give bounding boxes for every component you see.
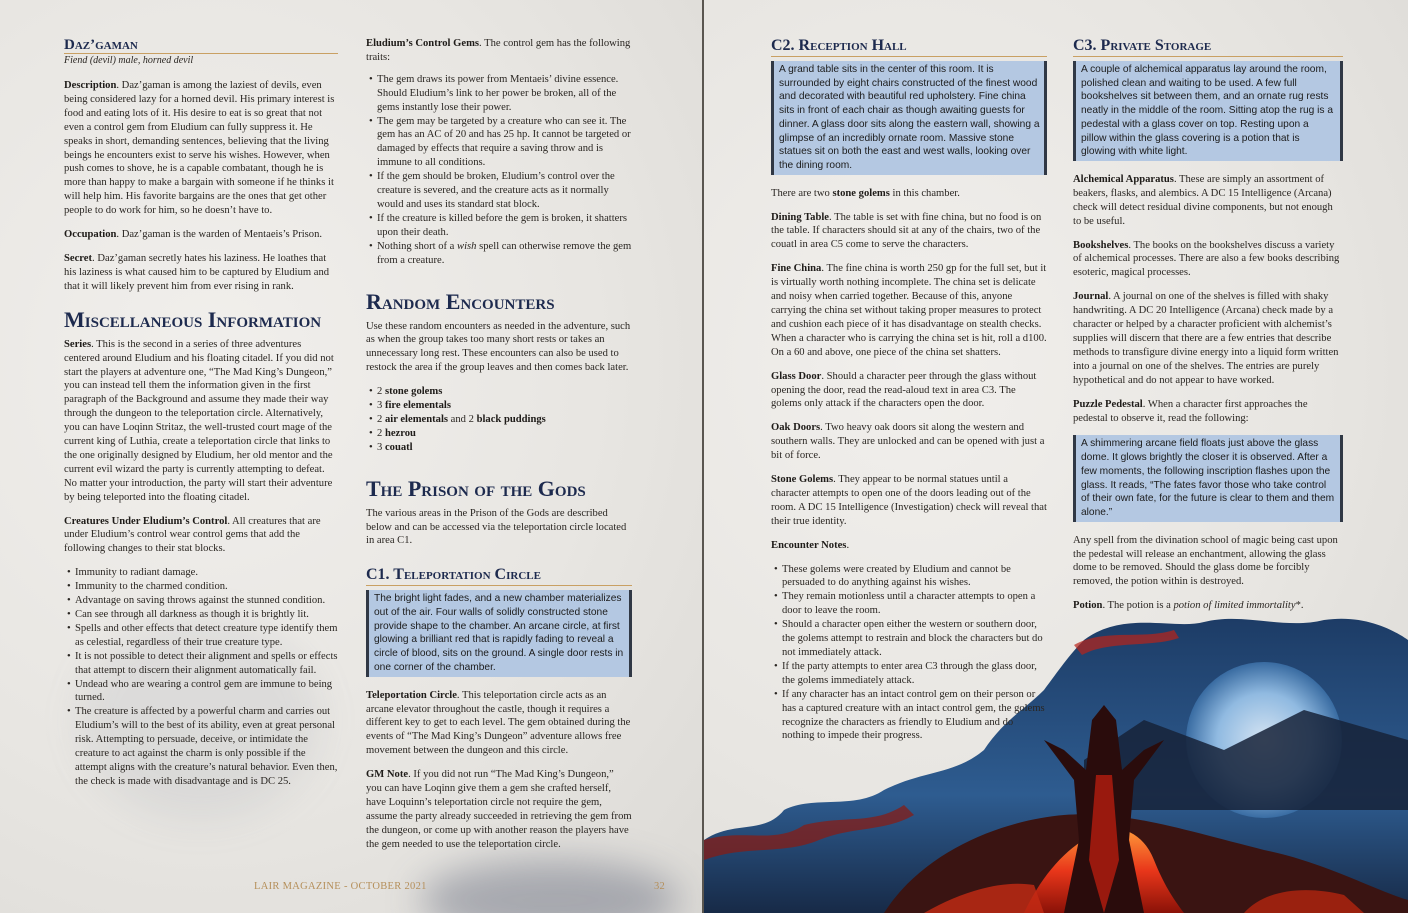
c3-puzzle-pedestal: Puzzle Pedestal. When a character first approaches the pedestal to observe it, read the following: <box>1073 398 1308 424</box>
teleportation-circle-paragraph: Teleportation Circle. This teleportation circle acts as an arcane elevator throughout the castle, though it requires a different key to get to each level. The gem obtained during the events of “The Mad King’s Dungeon” adventure allows free movement between the dungeon and this circle. <box>366 689 631 757</box>
c3-potion: Potion. The potion is a potion of limited immortality*. <box>1073 600 1304 612</box>
misc-heading: Miscellaneous Information <box>64 306 322 332</box>
list-item: • If the gem should be broken, Eludium’s control over the creature is severed, and the creature acts as it normally would and uses its standard stat block. <box>366 170 632 212</box>
list-item: • Spells and other effects that detect creature type identify them as celestial, regardless of their true creature type. <box>64 622 338 650</box>
c3-after-text: Any spell from the divination school of magic being cast upon the pedestal will release an enchantment, allowing the glass dome to be removed. Should the glass dome be forcibly removed, the potion within is destroyed. <box>1073 534 1338 588</box>
npc-name: Daz’gaman <box>64 37 338 54</box>
c3-alchemical-apparatus: Alchemical Apparatus. These are simply an assortment of beakers, flasks, and alembics. A DC 15 Intelligence (Arcana) check will detect residual divine components, but not enough to be useful. <box>1073 173 1333 227</box>
random-encounters-text: Use these random encounters as needed in the adventure, such as when the group takes too many short rests or takes an unnecessary long rest. These encounters can also be used to restock the area if the group leaves and then comes back later. <box>366 320 631 374</box>
c2-read-aloud: A grand table sits in the center of this room. It is surrounded by eight chairs constructed of the finest wood and decorated with beautiful red upholstery. Fine china sits in front of each chair as though awaiting guests for dinner. A glass door sits along the eastern wall, showing a glimpse of an incredibly ornate room. Massive stone statues sit on both the east and west walls, looking over the dining room. <box>771 61 1047 175</box>
list-item: • Immunity to the charmed condition. <box>64 580 338 594</box>
list-item: • Immunity to radiant damage. <box>64 566 338 580</box>
npc-occupation: Occupation. Daz’gaman is the warden of Mentaeis’s Prison. <box>64 229 323 241</box>
c2-stone-golems: Stone Golems. They appear to be normal statues until a character attempts to open one of the doors leading out of the room. A DC 15 Intelligence (Investigation) check will reveal that their true identity. <box>771 474 1047 527</box>
list-item: • The gem draws its power from Mentaeis’ divine essence. Should Eludium’s link to her power be broken, all of the gems instantly lose their power. <box>366 73 632 115</box>
left-column-1 <box>64 37 338 799</box>
list-item: • 3 fire elementals <box>366 399 632 413</box>
c3-read-aloud: A couple of alchemical apparatus lay around the room, polished clean and waiting to be used. A few full bookshelves sit between them, and an ornate rug rests neatly in the middle of the room. Sitting atop the rug is a pedestal with a glass cover on top. Resting upon a pillow within the glass covering is a potion that is glowing with white light. <box>1073 61 1343 161</box>
c3-journal: Journal. A journal on one of the shelves is filled with shaky handwriting. A DC 20 Intelligence (Arcana) check made by a character or helped by a character proficient with alchemist’s supplies will discern that there are a few entries that describe methods to transfigure divine energy into a liquid form written into a journal on one of the shelves. The entries are purely hypothetical and do not appear to have worked. <box>1073 291 1339 386</box>
list-item: • Nothing short of a wish spell can otherwise remove the gem from a creature. <box>366 240 632 268</box>
prison-text: The various areas in the Prison of the Gods are described below and can be accessed via the teleportation circle located in area C1. <box>366 507 627 547</box>
list-item: • 2 stone golems <box>366 385 632 399</box>
c3-bookshelves: Bookshelves. The books on the bookshelves discuss a variety of alchemical processes. There are also a few books describing esoteric, magical processes. <box>1073 239 1340 279</box>
c1-read-aloud: The bright light fades, and a new chamber materializes out of the air. Four walls of solidly constructed stone provide shape to the chamber. An arcane circle, at first glowing a brilliant red that is rapidly fading to reveal a circle of blood, sits on the ground. A single door rests in one corner of the chamber. <box>366 590 632 676</box>
c1-heading: C1. Teleportation Circle <box>366 566 632 586</box>
c2-heading: C2. Reception Hall <box>771 37 1047 57</box>
npc-subtitle: Fiend (devil) male, horned devil <box>64 55 194 66</box>
footer-magazine: LAIR MAGAZINE - OCTOBER 2021 <box>254 881 427 892</box>
creatures-paragraph: Creatures Under Eludium’s Control. All creatures that are under Eludium’s control wear control gems that add the following changes to their stat blocks. <box>64 515 321 555</box>
list-item: • These golems were created by Eludium and cannot be persuaded to do anything against his wishes. <box>771 563 1047 591</box>
list-item: • The creature is affected by a powerful charm and carries out Eludium’s will to the best of its ability, even at great personal risk. Attempting to persuade, deceive, or intimidate the creature to act against the charm is only possible if the attempt aligns with the creature’s natural behavior. Even then, the check is made with disadvantage and is DC 25. <box>64 705 338 788</box>
list-item: • 2 hezrou <box>366 427 632 441</box>
right-column-1 <box>771 37 1047 753</box>
left-page <box>0 0 702 913</box>
left-column-2 <box>366 37 632 862</box>
gm-note-paragraph: GM Note. If you did not run “The Mad King’s Dungeon,” you can have Loqinn give them a gem she crafted herself, have Loquinn’s teleportation circle not require the gem, assume the party already succeeded in retrieving the gem from the dungeon, or come up with another reason the players have the gem needed to use the teleportation circle. <box>366 769 632 850</box>
c2-dining-table: Dining Table. The table is set with fine china, but no food is on the table. If characters should sit at any of the chairs, two of the couatl in area C5 come to serve the characters. <box>771 211 1042 251</box>
c3-heading: C3. Private Storage <box>1073 37 1343 57</box>
encounter-notes-list <box>771 563 1047 744</box>
c2-oak-doors: Oak Doors. Two heavy oak doors sit along the western and southern walls. They are unlocked and can be opened with just a bit of force. <box>771 422 1045 462</box>
page-number: 32 <box>654 881 666 892</box>
list-item: • If the party attempts to enter area C3 through the glass door, the golems immediately attack. <box>771 660 1047 688</box>
creature-changes-list <box>64 566 338 789</box>
encounter-notes-label: Encounter Notes. <box>771 539 850 551</box>
right-page <box>704 0 1408 913</box>
series-paragraph: Series. This is the second in a series of three adventures centered around Eludium and his floating citadel. If you did not start the players at adventure one, “The Mad King’s Dungeon,” you can instead tell them the information given in the first paragraph of the Background and assume they made their way through the dungeon to the teleportation circle. Alternatively, you can have Loqinn Stritaz, the well-trusted court mage of the current king of Luthia, create a teleportation circle that links to the one originally designed by Eludium, her old mentor and the current evil wizard the party is currently attempting to defeat. No matter your introduction, the party will start their adventure by being teleported into the floating citadel. <box>64 338 334 503</box>
list-item: • If the creature is killed before the gem is broken, it shatters upon their death. <box>366 212 632 240</box>
ink-splash <box>420 860 680 913</box>
npc-secret: Secret. Daz’gaman secretly hates his laziness. He loathes that his laziness is what caused him to be captured by Eludium and that it will likely prevent him from ever rising in rank. <box>64 252 330 292</box>
list-item: • Advantage on saving throws against the stunned condition. <box>64 594 338 608</box>
list-item: • 2 air elementals and 2 black puddings <box>366 413 632 427</box>
c2-glass-door: Glass Door. Should a character peer through the glass without opening the door, read the read-aloud text in area C3. The golems only attack if the characters open the door. <box>771 370 1037 410</box>
list-item: • The gem may be targeted by a creature who can see it. The gem has an AC of 20 and has 25 hp. It cannot be targeted or damaged by effects that require a saving throw and is immune to all conditions. <box>366 115 632 171</box>
npc-description: Description. Daz’gaman is among the laziest of devils, even being considered lazy for a horned devil. His primary interest is food and eating lots of it. His desire to eat is so great that not even a control gem from Eludium can fully suppress it. He speaks in short, demanding sentences, believing that the living beings he encounters exist to serve his wishes. However, when push comes to shove, he is a capable combatant, though he is more than happy to make a bargain with someone if he thinks it will help him. His favorite bargains are the ones that get other people to do work for him, so he doesn’t have to. <box>64 80 335 217</box>
list-item: • 3 couatl <box>366 441 632 455</box>
list-item: • It is not possible to detect their alignment and spells or effects that attempt to discern their alignment automatically fail. <box>64 650 338 678</box>
prison-heading: The Prison of the Gods <box>366 475 586 501</box>
list-item: • If any character has an intact control gem on their person or has a captured creature with an intact control gem, the golems recognize the characters as friendly to Eludium and do nothing to impede their progress. <box>771 688 1047 744</box>
c2-intro: There are two stone golems in this chamber. <box>771 187 960 199</box>
list-item: • They remain motionless until a character attempts to open a door to leave the room. <box>771 590 1047 618</box>
right-column-2 <box>1073 37 1343 623</box>
encounter-list <box>366 385 632 455</box>
gem-traits-list <box>366 73 632 268</box>
pedestal-read-aloud: A shimmering arcane field floats just above the glass dome. It glows brightly the closer it is observed. After a few moments, the following inscription flashes upon the glass. It reads, “The fates favor those who take control of their own fate, for the future is clear to them and them alone.” <box>1073 435 1343 521</box>
random-encounters-heading: Random Encounters <box>366 288 555 314</box>
gems-intro: Eludium’s Control Gems. The control gem has the following traits: <box>366 38 631 63</box>
list-item: • Can see through all darkness as though it is brightly lit. <box>64 608 338 622</box>
list-item: • Should a character open either the western or southern door, the golems attempt to restrain and block the characters but do not immediately attack. <box>771 618 1047 660</box>
c2-fine-china: Fine China. The fine china is worth 250 gp for the full set, but it is virtually worth nothing incomplete. The china set is delicate and noisy when carried together. Because of this, anyone carrying the china set without taking proper measures to protect and cushion each piece of it has disadvantage on stealth checks. When a character who is carrying the china set is hit, roll a d100. On a 60 and above, one piece of the china set shatters. <box>771 263 1047 358</box>
list-item: • Undead who are wearing a control gem are immune to being turned. <box>64 678 338 706</box>
